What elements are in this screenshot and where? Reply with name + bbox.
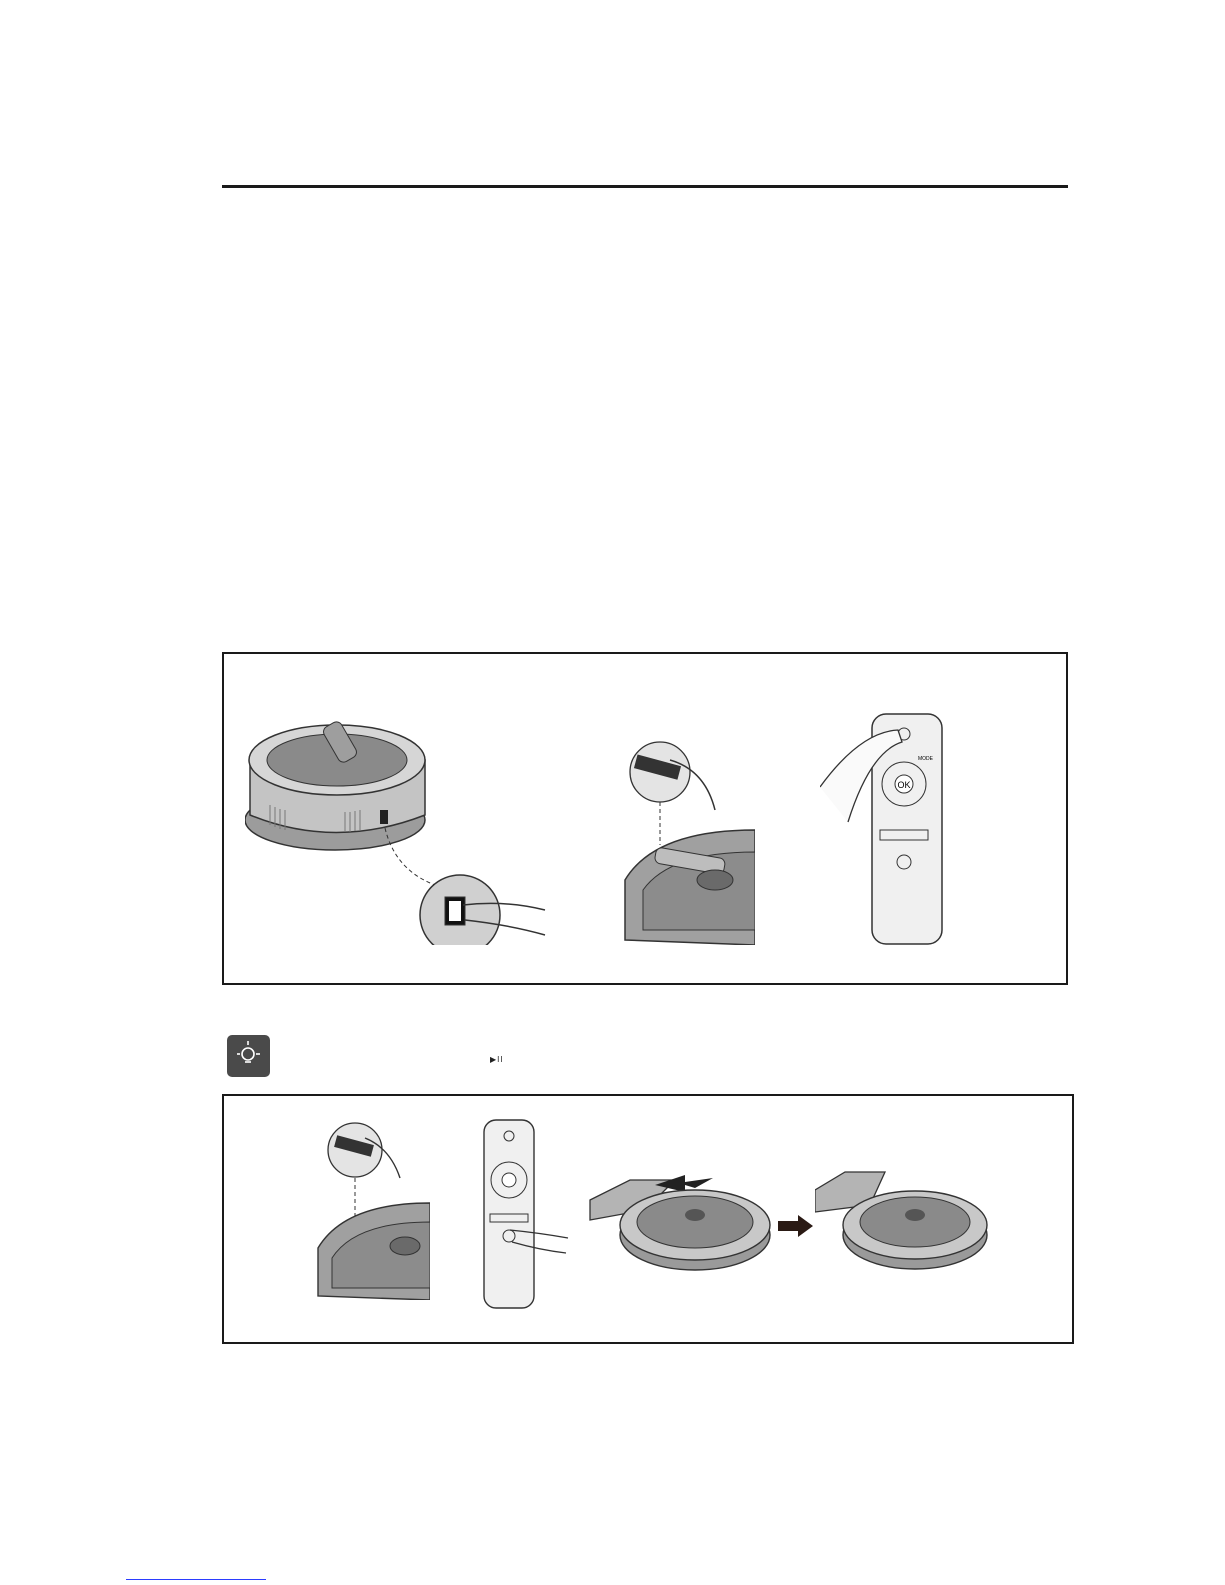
play-pause-glyph: ▶II [490, 1055, 504, 1064]
lightbulb-icon [227, 1035, 270, 1077]
robot-docked-illustration [815, 1150, 990, 1280]
header-rule [222, 185, 1068, 188]
robot-returning-to-dock-illustration [585, 1150, 775, 1280]
arrow-right-icon [778, 1215, 813, 1237]
remote-ok-label: OK [897, 780, 911, 790]
robot-top-button-illustration-small [310, 1118, 430, 1300]
remote-power-illustration [820, 712, 950, 947]
footer-link-underline[interactable] [126, 1579, 266, 1580]
remote-start-illustration [480, 1118, 570, 1310]
robot-power-switch-illustration [245, 700, 555, 945]
remote-mode-label: MODE [918, 756, 933, 762]
robot-top-button-illustration [615, 740, 755, 945]
